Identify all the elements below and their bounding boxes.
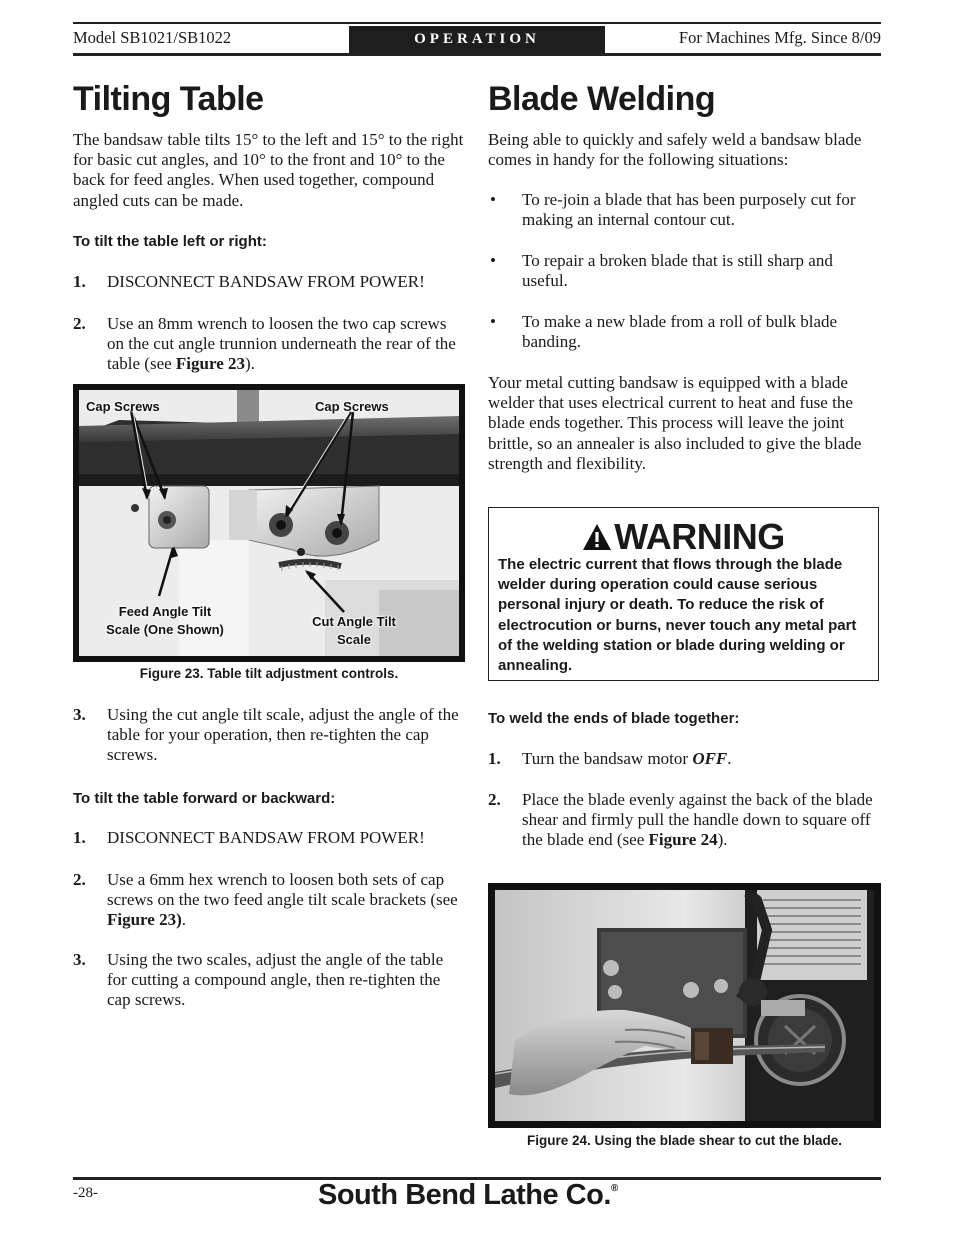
step-number: 1. [488, 749, 501, 768]
page-number: -28- [73, 1185, 98, 1201]
subheading-forward-back: To tilt the table forward or backward: [73, 790, 336, 807]
blade-welding-title: Blade Welding [488, 80, 716, 118]
step-text: Use an 8mm wrench to loosen the two cap screws on the cut angle trunnion underneath the rear of the table (see [107, 314, 456, 374]
step-text-end: . [181, 910, 187, 930]
label-cut-line-2: Scale [337, 632, 371, 647]
step-text: Turn the bandsaw motor [522, 749, 693, 768]
step-left-right-2 [73, 314, 466, 375]
warning-text: The electric current that flows through the blade welder during operation could cause serious personal injury or death. To reduce the risk of electrocution or burns, never touch any metal part of the welding station or blade during welding or annealing. [498, 556, 857, 675]
step-forward-back-3 [73, 950, 466, 1011]
step-text-end: ). [717, 830, 728, 850]
figure-ref: Figure 23) [107, 910, 182, 930]
figure-23-caption: Figure 23. Table tilt adjustment controls. [139, 666, 399, 681]
step-left-right-1 [73, 272, 466, 292]
warning-header [489, 516, 878, 558]
step-forward-back-1 [73, 828, 466, 848]
step-number: 3. [73, 950, 86, 969]
step-text: Using the two scales, adjust the angle of the table for cutting a compound angle, then re-tighten the cap screws. [107, 950, 444, 1010]
header-section-badge: OPERATION [349, 26, 605, 53]
figure-24-caption: Figure 24. Using the blade shear to cut the blade. [526, 1133, 843, 1148]
bullet-icon: • [490, 312, 496, 331]
label-feed-angle-scale [79, 603, 251, 639]
bullet-icon: • [490, 251, 496, 270]
blade-welding-intro: Being able to quickly and safely weld a bandsaw blade comes in handy for the following situations: [488, 130, 862, 170]
step-text: DISCONNECT BANDSAW FROM POWER! [107, 272, 425, 291]
subheading-weld-ends: To weld the ends of blade together: [488, 710, 740, 727]
figure-23-photo [79, 390, 459, 656]
bullet-item [488, 190, 881, 230]
step-left-right-3 [73, 705, 466, 766]
weld-step-1 [488, 749, 881, 769]
label-feed-line-1: Feed Angle Tilt [118, 604, 212, 619]
tilting-table-intro: The bandsaw table tilts 15° to the left and 15° to the right for basic cut angles, and 10° to the front and 10° to the back for feed angles. When used together, compound angled cuts can be made. [73, 130, 464, 210]
step-forward-back-2 [73, 870, 466, 931]
header-rule-top [73, 22, 881, 24]
step-text: Place the blade evenly against the back of the blade shear and firmly pull the handle down to square off the blade end (see [522, 790, 873, 850]
warning-triangle-icon [582, 523, 612, 551]
figure-24-illustration [495, 890, 874, 1121]
step-number: 2. [73, 314, 86, 333]
step-number: 3. [73, 705, 86, 724]
header-rule-bottom [73, 53, 881, 56]
label-cut-angle-scale [289, 613, 419, 649]
warning-word: WARNING [614, 516, 785, 557]
registered-mark-icon: ® [610, 1183, 618, 1194]
warning-box [488, 507, 879, 681]
brand-name: South Bend Lathe Co. [318, 1179, 611, 1211]
blade-welder-description: Your metal cutting bandsaw is equipped with a blade welder that uses electrical current to heat and fuse the blade ends together. This process will leave the joint brittle, so an annealer is also included to give the blade strength and flexibility. [488, 373, 862, 473]
subheading-left-right: To tilt the table left or right: [73, 233, 267, 250]
label-cap-screws-right: Cap Screws [315, 399, 389, 414]
label-cap-screws-left: Cap Screws [86, 399, 160, 414]
step-emphasis: OFF [692, 749, 728, 768]
figure-24-frame [488, 883, 881, 1128]
step-text: Use a 6mm hex wrench to loosen both sets of cap screws on the two feed angle tilt scale brackets (see [107, 870, 458, 910]
bullet-item [488, 251, 881, 291]
label-feed-line-2: Scale (One Shown) [106, 622, 224, 637]
header-machines: For Machines Mfg. Since 8/09 [678, 28, 881, 47]
label-cut-line-1: Cut Angle Tilt [312, 614, 396, 629]
figure-24-photo [495, 890, 874, 1121]
step-number: 2. [488, 790, 501, 809]
figure-ref: Figure 24 [648, 830, 718, 850]
bullet-text: To re-join a blade that has been purposely cut for making an internal contour cut. [522, 190, 856, 230]
figure-ref: Figure 23 [175, 354, 246, 374]
step-text-end: . [727, 749, 732, 768]
tilting-table-title: Tilting Table [73, 80, 264, 118]
step-number: 1. [73, 272, 86, 291]
weld-step-2 [488, 790, 881, 851]
brand-logo [318, 1179, 618, 1212]
bullet-text: To repair a broken blade that is still sharp and useful. [522, 251, 833, 291]
bullet-item [488, 312, 881, 352]
bullet-text: To make a new blade from a roll of bulk blade banding. [522, 312, 838, 352]
header-model: Model SB1021/SB1022 [73, 28, 232, 47]
step-number: 1. [73, 828, 86, 847]
step-text-end: ). [245, 354, 255, 374]
step-text: DISCONNECT BANDSAW FROM POWER! [107, 828, 425, 847]
step-number: 2. [73, 870, 86, 889]
bullet-icon: • [490, 190, 496, 209]
step-text: Using the cut angle tilt scale, adjust the angle of the table for your operation, then re-tighten the cap screws. [107, 705, 459, 765]
figure-23-frame [73, 384, 465, 662]
